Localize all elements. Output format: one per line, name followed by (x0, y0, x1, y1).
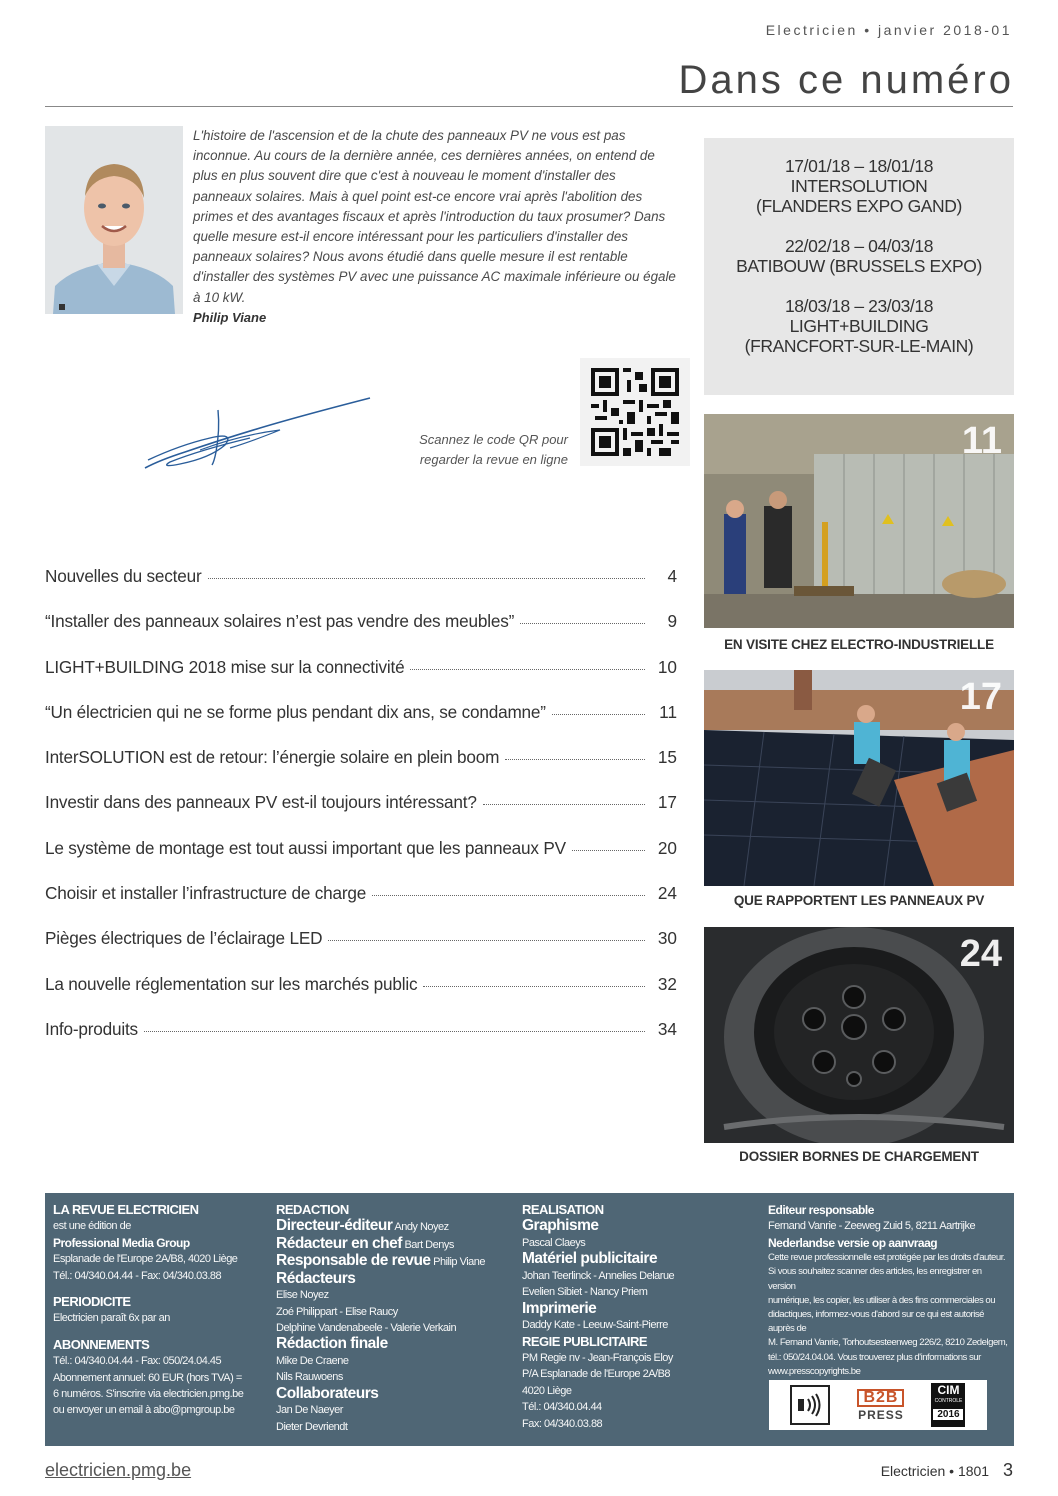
toc-item[interactable]: Choisir et installer l’infrastructure de charge 24 (45, 883, 677, 904)
feature-page-number: 11 (961, 420, 1002, 462)
feature-photo-electro-industrielle[interactable] (704, 414, 1014, 628)
qr-code[interactable] (580, 358, 690, 466)
feature-page-number: 17 (959, 676, 1002, 718)
feature-photo-bornes-chargement[interactable] (704, 927, 1014, 1143)
issue-line: Electricien • janvier 2018-01 (765, 22, 1012, 38)
page-number: 3 (1002, 1460, 1013, 1480)
copyright-icon (790, 1385, 830, 1425)
cim-logo: CIM CONTROLE 2016 (931, 1383, 965, 1427)
page-title: Dans ce numéro (678, 58, 1014, 102)
imprint-column-publisher: LA REVUE ELECTRICIEN est une édition de Professional Media Group Esplanade de l'Europe 2A/B8, 4020 Liège Tél.: 04/340.04.44 - Fax: 04/340.03.88 PERIODICITE Electricien paraît 6x par an ABONNEMENTS Tél.: 04/340.04.44 - Fax: 050/24.04.45 Abonnement annuel: 60 EUR (hors TVA) = 6 numéros. S'inscrire via electricien.pmg.be ou envoyer un email à abo@pmgroup.be (53, 1202, 244, 1417)
toc-leader (520, 623, 645, 624)
feature-caption: QUE RAPPORTENT LES PANNEAUX PV (733, 893, 985, 908)
toc-item[interactable]: Pièges électriques de l’éclairage LED 30 (45, 928, 677, 949)
toc-item[interactable]: Nouvelles du secteur 4 (45, 566, 677, 586)
toc-leader (572, 850, 645, 851)
page-footer (881, 1460, 1013, 1481)
b2b-press-logo: B2B PRESS (858, 1388, 904, 1422)
toc-item[interactable]: LIGHT+BUILDING 2018 mise sur la connectivité 10 (45, 656, 677, 677)
website-link[interactable]: electricien.pmg.be (45, 1460, 192, 1480)
toc-leader (423, 986, 645, 987)
toc-item[interactable]: InterSOLUTION est de retour: l’énergie solaire en plein boom 15 (45, 747, 677, 768)
imprint-column-realisation: REALISATION Graphisme Pascal Claeys Matériel publicitaire Johan Teerlinck - Annelies Delarue Evelien Sibiet - Nancy Priem Imprimerie Daddy Kate - Leeuw-Saint-Pierre REGIE PUBLICITAIRE PM Regie nv - Jean-François Eloy P/A Esplanade de l'Europe 2A/B8 4020 Liège Tél.: 04/340.04.44 Fax: 04/340.03.88 (522, 1202, 675, 1430)
toc-item[interactable]: “Un électricien qui ne se forme plus pendant dix ans, se condamne” 11 (45, 701, 677, 722)
feature-photo-panneaux-pv[interactable] (704, 670, 1014, 886)
publisher-logos (769, 1380, 987, 1430)
toc-item[interactable]: Investir dans des panneaux PV est-il toujours intéressant? 17 (45, 792, 677, 813)
issue-label: Electricien • 1801 (880, 1463, 990, 1479)
feature-page-number: 24 (959, 933, 1002, 975)
toc-leader (372, 895, 645, 896)
toc-item[interactable]: “Installer des panneaux solaires n’est pas vendre des meubles” 9 (45, 611, 677, 632)
feature-caption: EN VISITE CHEZ ELECTRO-INDUSTRIELLE (724, 637, 994, 652)
toc-leader (552, 714, 645, 715)
toc-leader (208, 578, 645, 579)
table-of-contents (45, 566, 677, 1064)
event-item: 22/02/18 – 04/03/18 BATIBOUW (BRUSSELS EXPO) (736, 236, 982, 276)
title-divider (45, 106, 1013, 107)
imprint-column-redaction: REDACTION Directeur-éditeur Andy Noyez Rédacteur en chef Bart Denys Responsable de revue Philip Viane Rédacteurs Elise Noyez Zoé Philippart - Elise Raucy Delphine Vandenabeele - Valerie Verkain Rédaction finale Mike De Craene Nils Rauwoens Collaborateurs Jan De Naeyer Dieter Devriendt (276, 1202, 486, 1433)
editorial-author: Philip Viane (193, 310, 267, 325)
toc-leader (410, 669, 645, 670)
event-item: 17/01/18 – 18/01/18 INTERSOLUTION (FLANDERS EXPO GAND) (756, 156, 962, 216)
toc-item[interactable]: La nouvelle réglementation sur les marchés public 32 (45, 973, 677, 994)
toc-leader (483, 804, 645, 805)
author-portrait (45, 126, 183, 314)
events-box (704, 138, 1014, 395)
feature-caption: DOSSIER BORNES DE CHARGEMENT (739, 1149, 979, 1164)
toc-leader (328, 940, 645, 941)
imprint-column-editor: Editeur responsable Fernand Vanrie - Zeeweg Zuid 5, 8211 Aartrijke Nederlandse versie op aanvraag Cette revue professionnelle est protégée par les droits d'auteur. Si vous souhaitez scanner des articles, les enregistrer en version numérique, les copier, les utiliser à des fins commerciales ou didactiques, informez-vous d'abord sur ce qui est autorisé auprès de M. Fernand Vanrie, Torhoutsesteenweg 226/2, 8210 Zedelgem, tél.: 050/24.04.04. Vous trouverez plus d'informations sur www.presscopyrights.be (768, 1203, 1008, 1377)
toc-leader (144, 1031, 645, 1032)
editorial-text: L'histoire de l'ascension et de la chute des panneaux PV ne vous est pas inconnue. Au cours de la dernière année, ces dernières années, on entend de plus en plus souvent dire que c'est à nouveau le moment d'installer des panneaux solaires. Mais à quel point est-ce encore vrai après l'abolition des primes et des avantages fiscaux et après l'introduction du taux prosumer? Dans quelle mesure est-il encore intéressant pour les particuliers d'installer des panneaux solaires? Nous avons étudié dans quelle mesure il est rentable d'installer des systèmes PV avec une puissance AC maximale inférieure ou égale à 10 kW. (193, 128, 676, 305)
qr-caption: Scannez le code QR pour regarder la revue en ligne (419, 432, 568, 467)
toc-item[interactable]: Info-produits 34 (45, 1018, 677, 1039)
event-item: 18/03/18 – 23/03/18 LIGHT+BUILDING (FRANCFORT-SUR-LE-MAIN) (744, 296, 974, 356)
toc-leader (505, 759, 645, 760)
imprint-box (45, 1193, 1014, 1446)
signature (140, 390, 380, 475)
toc-item[interactable]: Le système de montage est tout aussi important que les panneaux PV 20 (45, 837, 677, 858)
